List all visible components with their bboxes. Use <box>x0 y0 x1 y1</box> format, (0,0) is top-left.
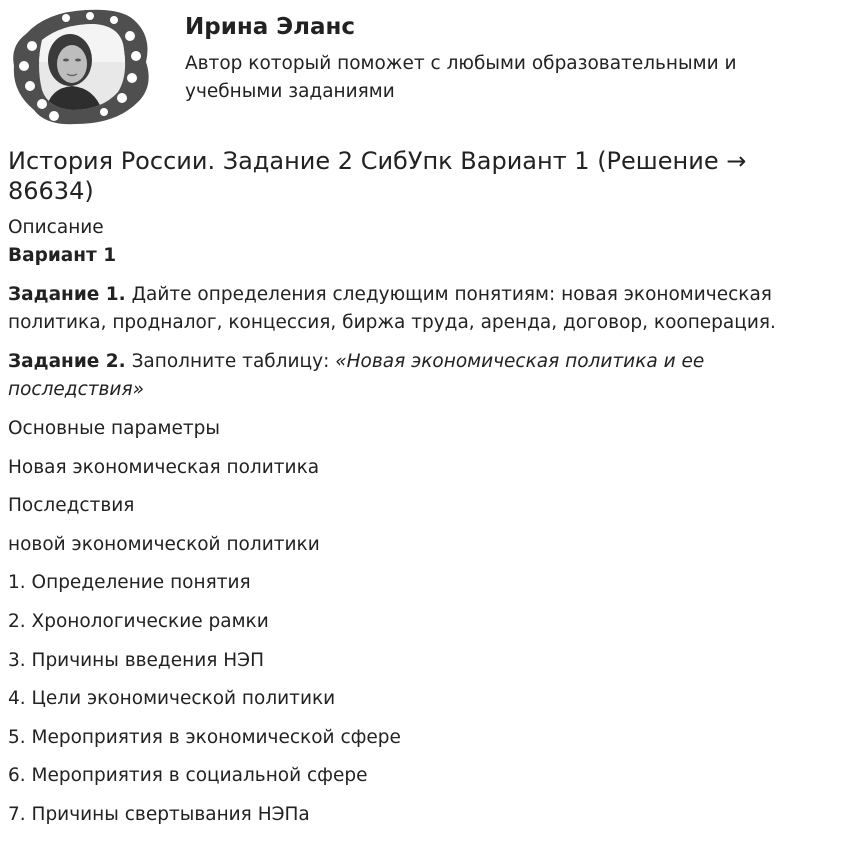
page-title: История России. Задание 2 СибУпк Вариант 1 (Решение → 86634) <box>8 147 747 205</box>
list-item: 2. Хронологические рамки <box>8 610 269 632</box>
task-2-text: Заполните таблицу: <box>125 351 336 372</box>
document-content <box>8 146 838 840</box>
list-item: Новая экономическая политика <box>8 456 320 478</box>
task-2 <box>8 348 838 404</box>
list-item: Последствия <box>8 495 135 517</box>
task-2-table-title: «Новая экономическая политика и ее последствия» <box>8 351 705 400</box>
list-item: 6. Мероприятия в социальной сфере <box>8 765 368 787</box>
task-1 <box>8 281 838 337</box>
task-1-label: Задание 1. <box>8 284 126 305</box>
avatar[interactable] <box>6 6 152 128</box>
author-header <box>0 0 847 130</box>
list-item: 3. Причины введения НЭП <box>8 649 264 671</box>
author-name[interactable]: Ирина Эланс <box>185 14 356 40</box>
description-label: Описание <box>8 217 104 238</box>
film-reel-frame-icon <box>6 6 152 128</box>
author-bio: Автор который поможет с любыми образовательными и учебными заданиями <box>185 53 737 102</box>
list-item: Основные параметры <box>8 418 220 439</box>
variant-label: Вариант 1 <box>8 245 117 266</box>
list-item: 1. Определение понятия <box>8 572 251 594</box>
list-item: новой экономической политики <box>8 533 320 555</box>
task-2-label: Задание 2. <box>8 351 126 372</box>
list-item: 4. Цели экономической политики <box>8 688 336 710</box>
list-item: 7. Причины свертывания НЭПа <box>8 803 310 825</box>
task-1-text: Дайте определения следующим понятиям: новая экономическая политика, продналог, концессия, биржа труда, аренда, договор, кооперация. <box>8 284 776 333</box>
list-item: 5. Мероприятия в экономической сфере <box>8 726 401 748</box>
